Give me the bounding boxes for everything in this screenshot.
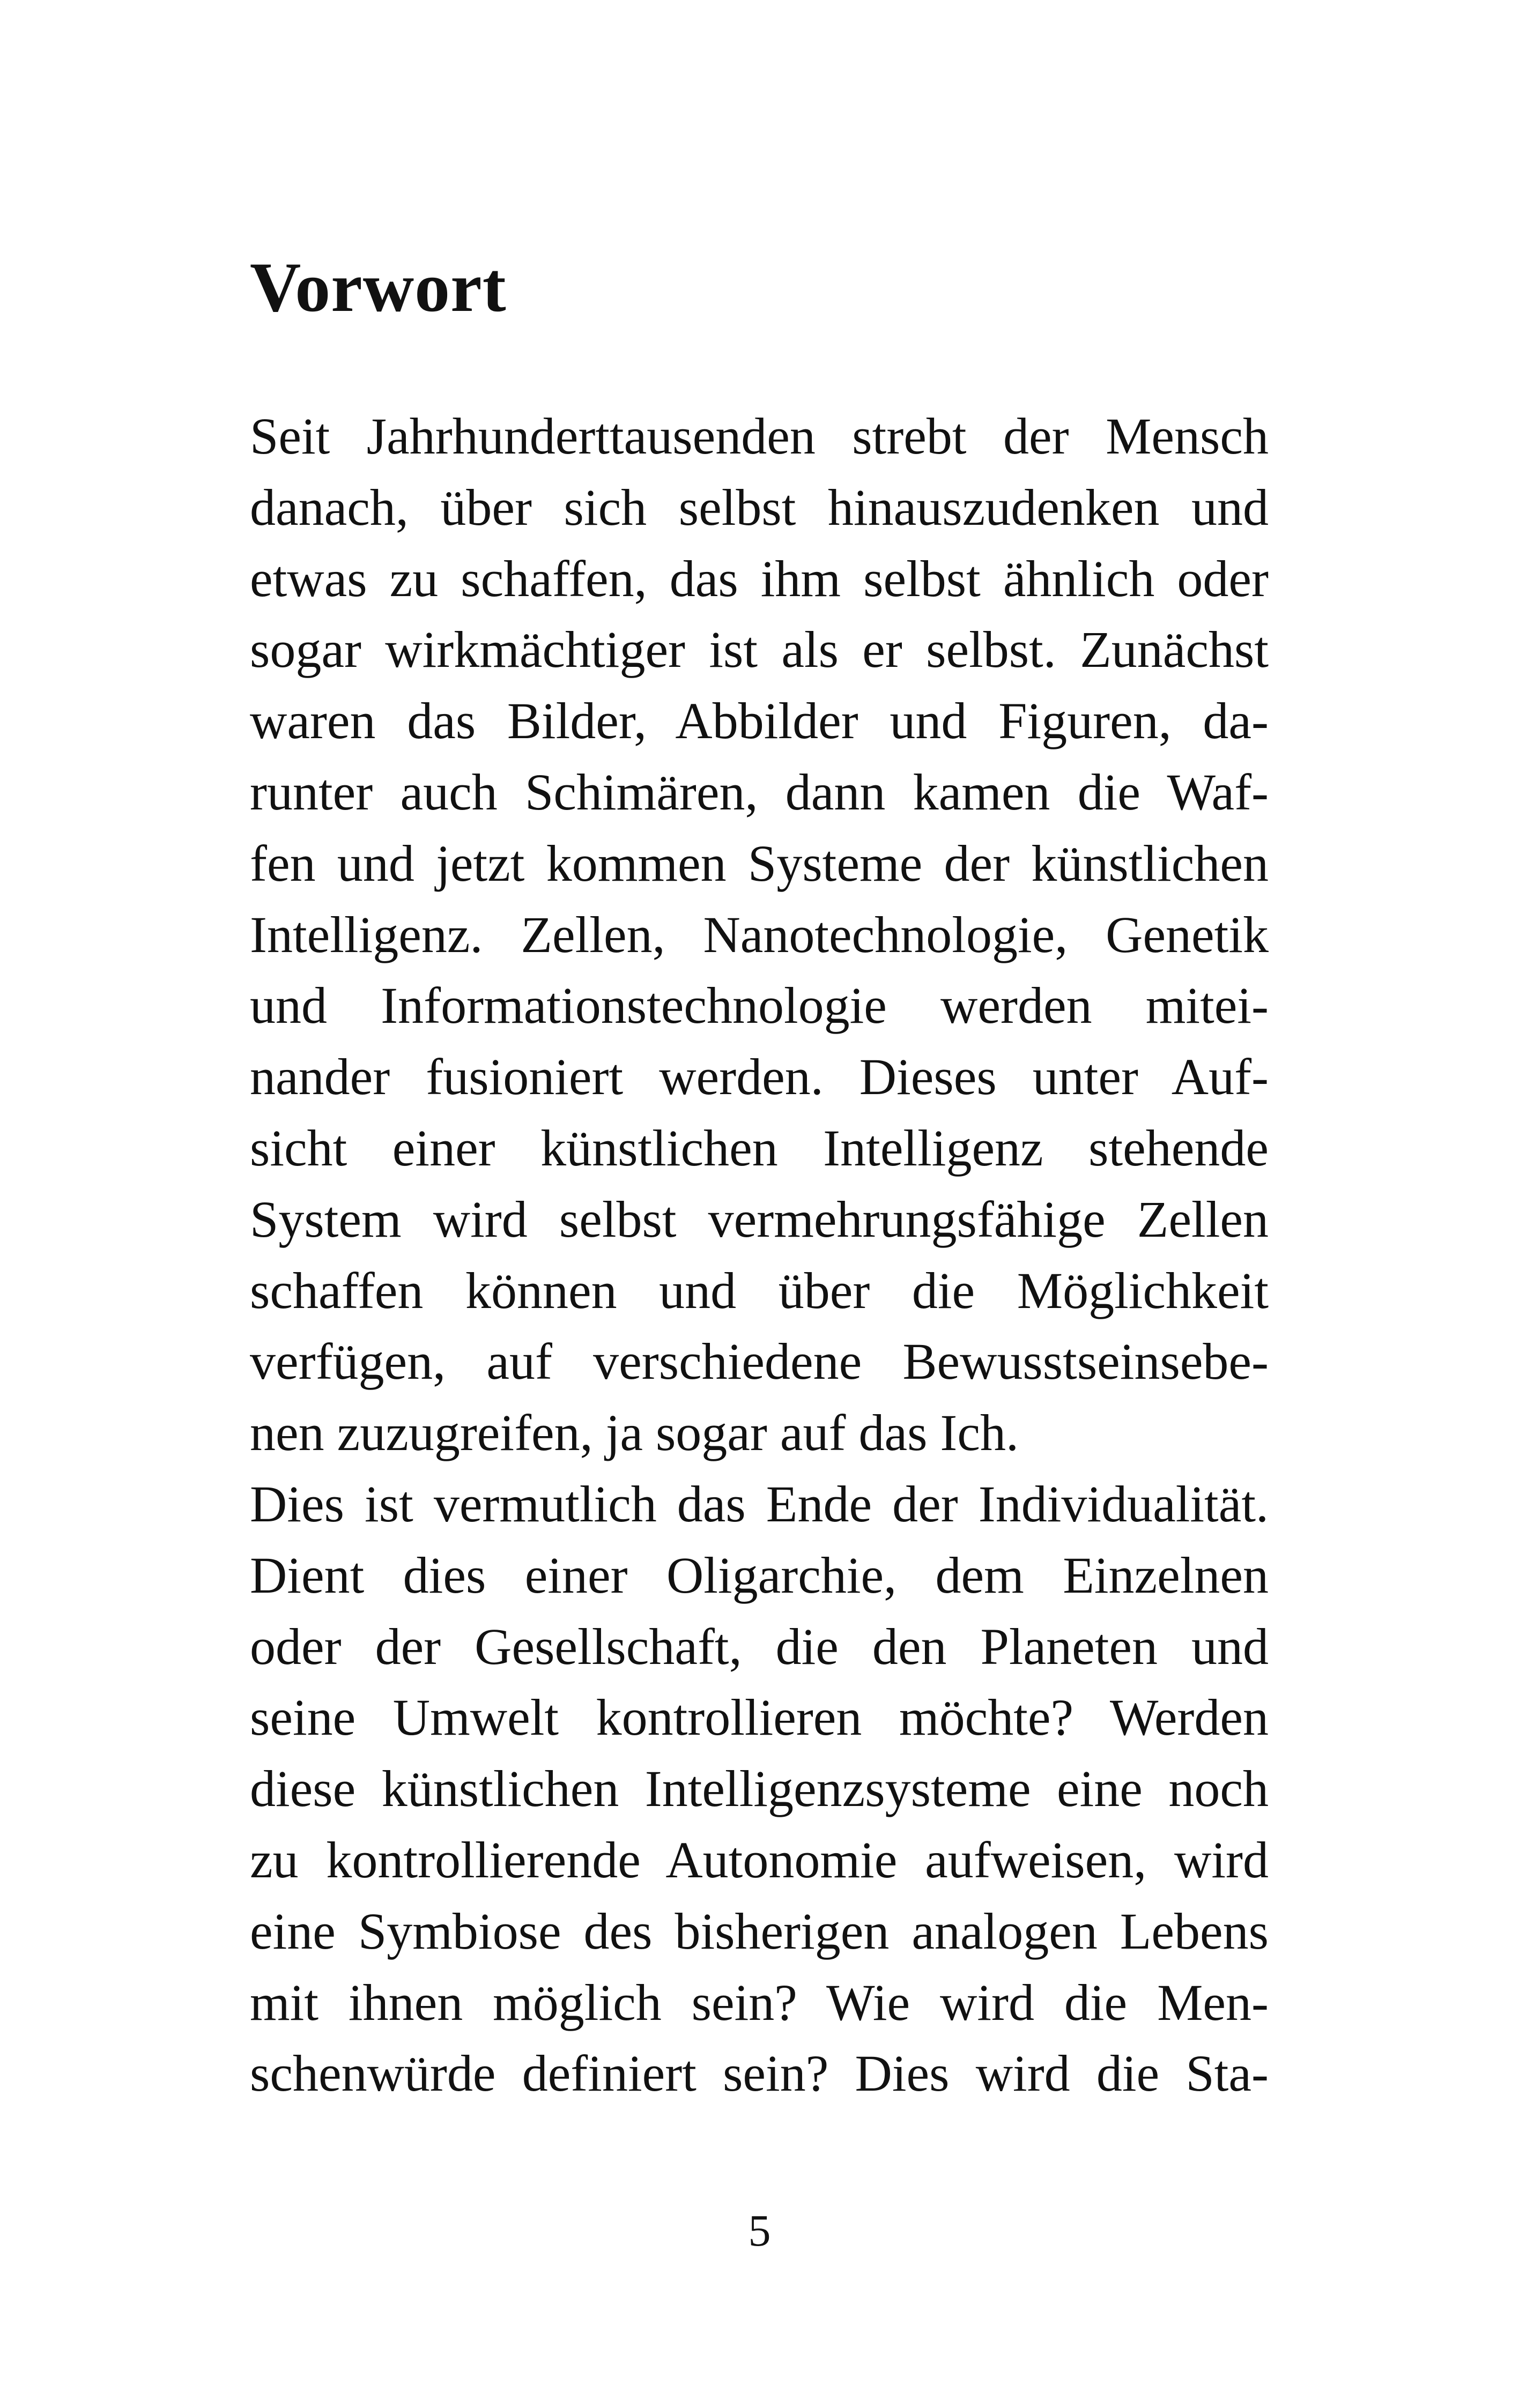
text-line: nander fusioniert werden. Dieses unter Auf- — [250, 1048, 1269, 1106]
text-line: fen und jetzt kommen Systeme der künstlichen — [250, 834, 1269, 892]
text-line: runter auch Schimären, dann kamen die Waf- — [250, 763, 1269, 821]
chapter-heading: Vorwort — [250, 248, 507, 326]
text-line: zu kontrollierende Autonomie aufweisen, wird — [250, 1831, 1269, 1889]
text-line: schenwürde definiert sein? Dies wird die Sta- — [250, 2045, 1269, 2102]
body-text — [250, 401, 1269, 2109]
text-line: Intelligenz. Zellen, Nanotechnologie, Genetik — [250, 905, 1269, 963]
text-line: verfügen, auf verschiedene Bewusstseinsebe- — [250, 1333, 1269, 1391]
text-line: Seit Jahrhunderttausenden strebt der Mensch — [250, 407, 1269, 465]
page-number: 5 — [748, 2206, 771, 2256]
text-line: Dient dies einer Oligarchie, dem Einzelnen — [250, 1546, 1269, 1604]
text-line: schaffen können und über die Möglichkeit — [250, 1261, 1269, 1319]
text-line: eine Symbiose des bisherigen analogen Lebens — [250, 1902, 1269, 1960]
text-line: etwas zu schaffen, das ihm selbst ähnlich oder — [250, 549, 1269, 607]
text-line: seine Umwelt kontrollieren möchte? Werden — [250, 1689, 1269, 1746]
text-line: mit ihnen möglich sein? Wie wird die Men- — [250, 1973, 1269, 2031]
text-line: sicht einer künstlichen Intelligenz stehende — [250, 1119, 1269, 1177]
text-line: sogar wirkmächtiger ist als er selbst. Zunächst — [250, 621, 1269, 679]
text-line: oder der Gesellschaft, die den Planeten und — [250, 1617, 1269, 1675]
text-line: waren das Bilder, Abbilder und Figuren, da- — [250, 692, 1269, 750]
paragraph-end-line: nen zuzugreifen, ja sogar auf das Ich. — [250, 1404, 1019, 1462]
text-line: und Informationstechnologie werden mitei- — [250, 977, 1269, 1035]
text-line: diese künstlichen Intelligenzsysteme eine noch — [250, 1760, 1269, 1818]
text-line: Dies ist vermutlich das Ende der Individualität. — [250, 1475, 1269, 1533]
text-line: System wird selbst vermehrungsfähige Zellen — [250, 1190, 1269, 1248]
text-line: danach, über sich selbst hinauszudenken und — [250, 478, 1269, 536]
